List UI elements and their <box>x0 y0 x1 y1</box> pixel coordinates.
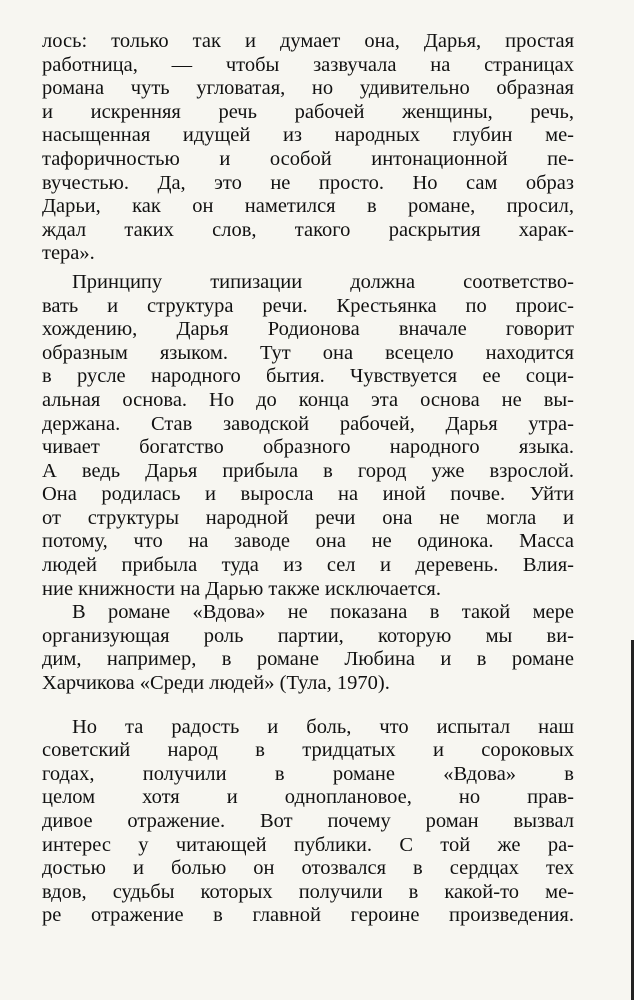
text-line: тера». <box>42 242 95 265</box>
text-line: интерес у читающей публики. С той же ра- <box>42 833 574 856</box>
text-line: от структуры народной речи она не могла и <box>42 506 574 529</box>
text-line: насыщенная идущей из народных глубин ме- <box>42 124 574 147</box>
paragraph-1 <box>42 30 574 266</box>
text-line: хождению, Дарья Родионова вначале говорит <box>42 318 574 341</box>
text-line: Но та радость и боль, что испытал наш <box>72 715 574 738</box>
text-line: организующая роль партии, которую мы ви- <box>42 624 574 647</box>
paragraph-2 <box>42 271 574 601</box>
text-line: достью и болью он отозвался в сердцах тех <box>42 857 574 880</box>
text-line: чивает богатство образного народного языка. <box>42 436 574 459</box>
text-line: советский народ в тридцатых и сороковых <box>42 739 574 762</box>
text-line: Дарьи, как он наметился в романе, просил, <box>42 195 574 218</box>
text-line: вучестью. Да, это не просто. Но сам образ <box>42 171 574 194</box>
text-line: в русле народного бытия. Чувствуется ее соци- <box>42 365 574 388</box>
text-line: романа чуть угловатая, но удивительно образная <box>42 77 574 100</box>
text-line: В романе «Вдова» не показана в такой мере <box>72 601 574 624</box>
text-line: годах, получили в романе «Вдова» в <box>42 762 574 785</box>
text-line: Она родилась и выросла на иной почве. Уйти <box>42 483 574 506</box>
text-line: ре отражение в главной героине произведения. <box>42 904 574 927</box>
text-line: целом хотя и одноплановое, но прав- <box>42 786 574 809</box>
text-line: А ведь Дарья прибыла в город уже взрослой. <box>42 459 574 482</box>
text-line: альная основа. Но до конца эта основа не вы- <box>42 388 574 411</box>
paragraph-4 <box>42 716 574 928</box>
text-line: Принципу типизации должна соответство- <box>72 270 574 293</box>
text-line: работница, — чтобы зазвучала на страницах <box>42 53 574 76</box>
text-line: тафоричностью и особой интонационной пе- <box>42 147 574 170</box>
text-line: вдов, судьбы которых получили в какой-то ме- <box>42 880 574 903</box>
text-line: и искренняя речь рабочей женщины, речь, <box>42 100 574 123</box>
paragraph-3 <box>42 601 574 695</box>
text-line: людей прибыла туда из сел и деревень. Влия- <box>42 554 574 577</box>
text-line: ждал таких слов, такого раскрытия харак- <box>42 218 574 241</box>
text-line: вать и структура речи. Крестьянка по проис- <box>42 294 574 317</box>
text-line: дивое отражение. Вот почему роман вызвал <box>42 810 574 832</box>
text-line: лось: только так и думает она, Дарья, простая <box>42 30 574 52</box>
text-line: потому, что на заводе она не одинока. Масса <box>42 530 574 553</box>
text-line: ние книжности на Дарью также исключается. <box>42 577 441 600</box>
text-line: Харчикова «Среди людей» (Тула, 1970). <box>42 672 390 695</box>
text-line: держана. Став заводской рабочей, Дарья утра- <box>42 412 574 435</box>
text-line: образным языком. Тут она всецело находится <box>42 341 574 364</box>
text-line: дим, например, в романе Любина и в романе <box>42 648 574 671</box>
